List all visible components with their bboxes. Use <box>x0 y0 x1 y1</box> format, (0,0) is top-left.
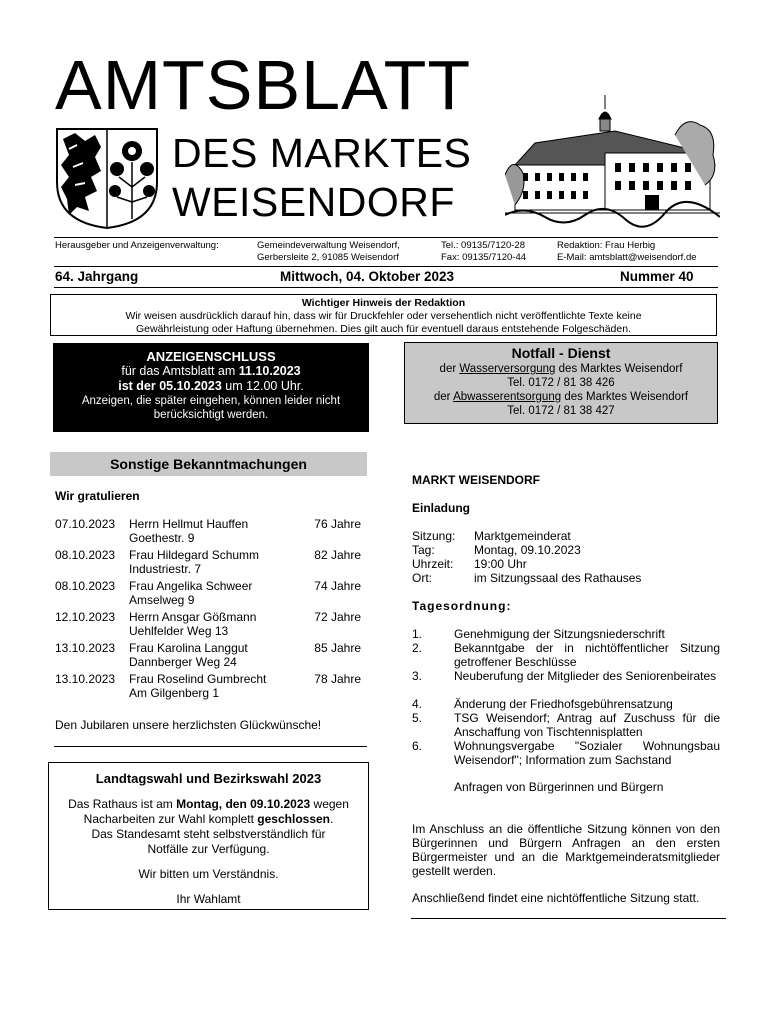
agenda-text: Wohnungsvergabe "Sozialer Wohnungsbau Weisendorf"; Information zum Sachstand <box>454 739 720 767</box>
notfall-l1c: des Marktes Weisendorf <box>555 363 683 375</box>
issue-number: Nummer 40 <box>620 269 694 284</box>
publisher-addr2: Gerbersleite 2, 91085 Weisendorf <box>257 252 399 263</box>
agenda-item <box>412 711 720 739</box>
anzeigenschluss-l2b: um 12.00 Uhr. <box>221 379 304 393</box>
anzeigenschluss-l1b: 11.10.2023 <box>238 364 301 378</box>
notfall-l2: Tel. 0172 / 81 38 426 <box>507 377 615 389</box>
birthday-date: 08.10.2023 <box>55 579 116 593</box>
masthead-line2: WEISENDORF <box>172 179 455 225</box>
notfall-l3c: des Marktes Weisendorf <box>561 391 689 403</box>
anzeigenschluss-l4: berücksichtigt werden. <box>153 409 269 421</box>
birthday-date: 07.10.2023 <box>55 517 116 531</box>
tagesordnung-heading: Tagesordnung: <box>412 599 512 613</box>
notfall-l4: Tel. 0172 / 81 38 427 <box>507 405 615 417</box>
birthday-street: Uehlfelder Weg 13 <box>129 624 229 638</box>
birthday-entry <box>55 517 367 545</box>
notfall-title: Notfall - Dienst <box>511 345 611 361</box>
birthday-entry <box>55 672 367 700</box>
meta-key: Uhrzeit: <box>412 557 454 571</box>
divider <box>54 746 367 747</box>
einladung-heading: Einladung <box>412 501 470 515</box>
agenda-text: Bekanntgabe der in nichtöffentlicher Sitzung getroffener Beschlüsse <box>454 641 720 669</box>
anzeigenschluss-l3: Anzeigen, die später eingehen, können leider nicht <box>81 395 341 407</box>
wishes-text: Den Jubilaren unsere herzlichsten Glückwünsche! <box>55 718 322 732</box>
wahl-p3: Das Standesamt steht selbstverständlich für <box>91 827 326 841</box>
wahl-p5: Wir bitten um Verständnis. <box>138 867 279 881</box>
agenda-text: Änderung der Friedhofsgebührensatzung <box>454 697 673 711</box>
birthday-street: Industriestr. 7 <box>129 562 202 576</box>
agenda-number: 6. <box>412 739 423 753</box>
agenda-item <box>412 739 720 767</box>
birthday-entry <box>55 610 367 638</box>
anzeigenschluss-title: ANZEIGENSCHLUSS <box>146 349 276 364</box>
publisher-redaktion: Redaktion: Frau Herbig <box>557 240 656 251</box>
agenda-item <box>412 669 720 697</box>
meta-key: Tag: <box>412 543 435 557</box>
agenda-text: Neuberufung der Mitglieder des Seniorenbeirates <box>454 669 717 683</box>
section-title: Sonstige Bekanntmachungen <box>50 452 367 476</box>
wahl-box <box>48 762 369 910</box>
birthday-age: 82 Jahre <box>314 548 361 562</box>
divider <box>411 918 726 919</box>
publisher-tel: Tel.: 09135/7120-28 <box>441 240 525 251</box>
meta-value: Montag, 09.10.2023 <box>474 543 581 557</box>
birthday-date: 13.10.2023 <box>55 641 116 655</box>
agenda-number: 4. <box>412 697 423 711</box>
publisher-label: Herausgeber und Anzeigenverwaltung: <box>55 240 219 251</box>
wahl-p1c: wegen <box>310 797 349 811</box>
birthday-street: Am Gilgenberg 1 <box>129 686 220 700</box>
hinweis-line1: Wir weisen ausdrücklich darauf hin, dass wir für Druckfehler oder versehentlich nicht veröffentlichte Texte keine <box>125 310 642 322</box>
agenda-item <box>412 697 720 711</box>
publisher-email: E-Mail: amtsblatt@weisendorf.de <box>557 252 697 263</box>
birthday-street: Dannberger Weg 24 <box>129 655 237 669</box>
meta-key: Ort: <box>412 571 432 585</box>
agenda-number: 3. <box>412 669 423 683</box>
right-heading: MARKT WEISENDORF <box>412 473 540 487</box>
birthday-entry <box>55 641 367 669</box>
wahl-title: Landtagswahl und Bezirkswahl 2023 <box>95 771 322 786</box>
agenda-item <box>412 641 720 669</box>
wahl-p6: Ihr Wahlamt <box>176 892 241 906</box>
issue-date: Mittwoch, 04. Oktober 2023 <box>280 269 455 284</box>
notfall-l1a: der <box>439 363 460 375</box>
masthead-line1: DES MARKTES <box>172 130 472 176</box>
meta-value: 19:00 Uhr <box>474 557 527 571</box>
agenda-item <box>412 627 720 641</box>
anfragen-text: Anfragen von Bürgerinnen und Bürgern <box>454 780 664 794</box>
divider <box>54 237 718 238</box>
notfall-l3a: der <box>433 391 454 403</box>
birthday-name: Frau Karolina Langgut Dannberger Weg 24 <box>129 641 248 669</box>
anzeigenschluss-box <box>53 343 369 432</box>
right-paragraph-1: Im Anschluss an die öffentliche Sitzung können von den Bürgerinnen und Bürgern Anfragen an den ersten Bürgermeister und an die Marktgemeinderatsmitglieder gestellt werden. <box>412 822 720 878</box>
birthday-age: 76 Jahre <box>314 517 361 531</box>
birthday-date: 12.10.2023 <box>55 610 116 624</box>
notfall-box <box>404 342 718 424</box>
hinweis-title: Wichtiger Hinweis der Redaktion <box>301 297 466 309</box>
hinweis-line2: Gewährleistung oder Haftung übernehmen. Dies gilt auch für eventuell daraus entstehende Folgeschäden. <box>136 323 631 335</box>
divider <box>54 287 718 288</box>
birthday-name: Herrn Ansgar Gößmann Uehlfelder Weg 13 <box>129 610 257 638</box>
wahl-p2b: geschlossen <box>257 812 330 826</box>
birthday-name: Herrn Hellmut Hauffen Goethestr. 9 <box>129 517 249 545</box>
publisher-addr1: Gemeindeverwaltung Weisendorf, <box>257 240 400 251</box>
agenda-text: TSG Weisendorf; Antrag auf Zuschuss für die Anschaffung von Tischtennisplatten <box>454 711 720 739</box>
coat-of-arms-icon <box>55 127 159 230</box>
meta-value: im Sitzungssaal des Rathauses <box>474 571 642 585</box>
birthday-age: 74 Jahre <box>314 579 361 593</box>
anzeigenschluss-l1a: für das Amtsblatt am <box>121 364 239 378</box>
meta-value: Marktgemeinderat <box>474 529 571 543</box>
wahl-p1b: Montag, den 09.10.2023 <box>176 797 311 811</box>
divider <box>54 266 718 267</box>
birthday-name: Frau Hildegard Schumm Industriestr. 7 <box>129 548 260 576</box>
agenda-number: 5. <box>412 711 423 725</box>
wahl-p2a: Nacharbeiten zur Wahl komplett <box>83 812 258 826</box>
gratulieren-heading: Wir gratulieren <box>55 489 140 503</box>
agenda-number: 2. <box>412 641 423 655</box>
birthday-name: Frau Angelika Schweer Amselweg 9 <box>129 579 253 607</box>
notfall-l1b: Wasserversorgung <box>459 363 556 375</box>
wahl-p4: Notfälle zur Verfügung. <box>147 842 270 856</box>
publisher-fax: Fax: 09135/7120-44 <box>441 252 527 263</box>
wahl-p2c: . <box>330 812 334 826</box>
anzeigenschluss-l2a: ist der 05.10.2023 <box>118 379 222 393</box>
birthday-name: Frau Roselind Gumbrecht Am Gilgenberg 1 <box>129 672 267 700</box>
issue-jahrgang: 64. Jahrgang <box>55 269 139 284</box>
hinweis-box <box>50 294 717 336</box>
right-paragraph-2: Anschließend findet eine nichtöffentliche Sitzung statt. <box>412 891 700 905</box>
castle-illustration-icon <box>505 95 720 230</box>
agenda-number: 1. <box>412 627 423 641</box>
notfall-l3b: Abwasserentsorgung <box>453 391 562 403</box>
birthday-age: 72 Jahre <box>314 610 361 624</box>
birthday-entry <box>55 579 367 607</box>
meta-key: Sitzung: <box>412 529 456 543</box>
agenda-text: Genehmigung der Sitzungsniederschrift <box>454 627 665 641</box>
birthday-date: 08.10.2023 <box>55 548 116 562</box>
wahl-p1a: Das Rathaus ist am <box>68 797 177 811</box>
masthead-title: AMTSBLATT <box>55 46 472 124</box>
birthday-age: 85 Jahre <box>314 641 361 655</box>
birthday-entry <box>55 548 367 576</box>
birthday-date: 13.10.2023 <box>55 672 116 686</box>
birthday-age: 78 Jahre <box>314 672 361 686</box>
birthday-street: Goethestr. 9 <box>129 531 195 545</box>
birthday-street: Amselweg 9 <box>129 593 195 607</box>
